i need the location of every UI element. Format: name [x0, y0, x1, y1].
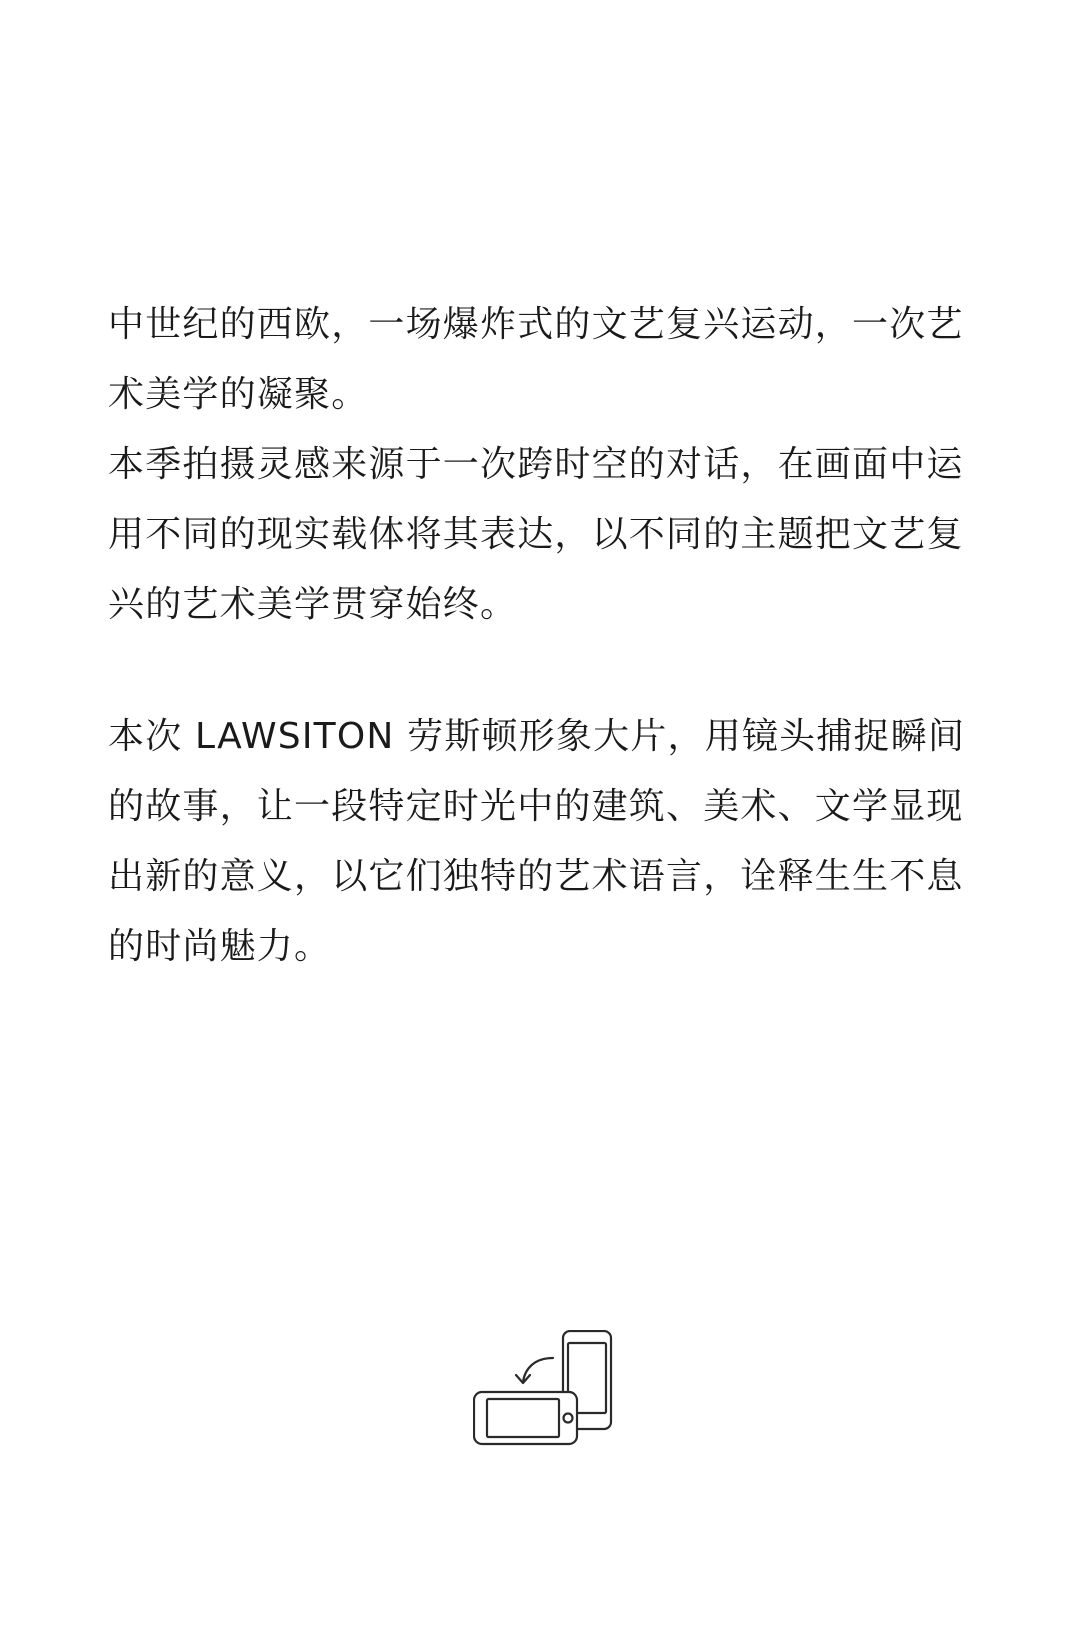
- rotate-phone-icon: [473, 1330, 613, 1460]
- paragraph-inspiration: 本季拍摄灵感来源于一次跨时空的对话，在画面中运用不同的现实载体将其表达，以不同的主题把文艺复兴的艺术美学贯穿始终。: [108, 444, 964, 625]
- intro-text-block: [108, 290, 978, 640]
- campaign-text-block: [108, 702, 978, 982]
- paragraph-renaissance: 中世纪的西欧，一场爆炸式的文艺复兴运动，一次艺术美学的凝聚。: [108, 304, 964, 415]
- paragraph-campaign: 本次 LAWSITON 劳斯顿形象大片，用镜头捕捉瞬间的故事，让一段特定时光中的建筑、美术、文学显现出新的意义，以它们独特的艺术语言，诠释生生不息的时尚魅力。: [108, 716, 966, 967]
